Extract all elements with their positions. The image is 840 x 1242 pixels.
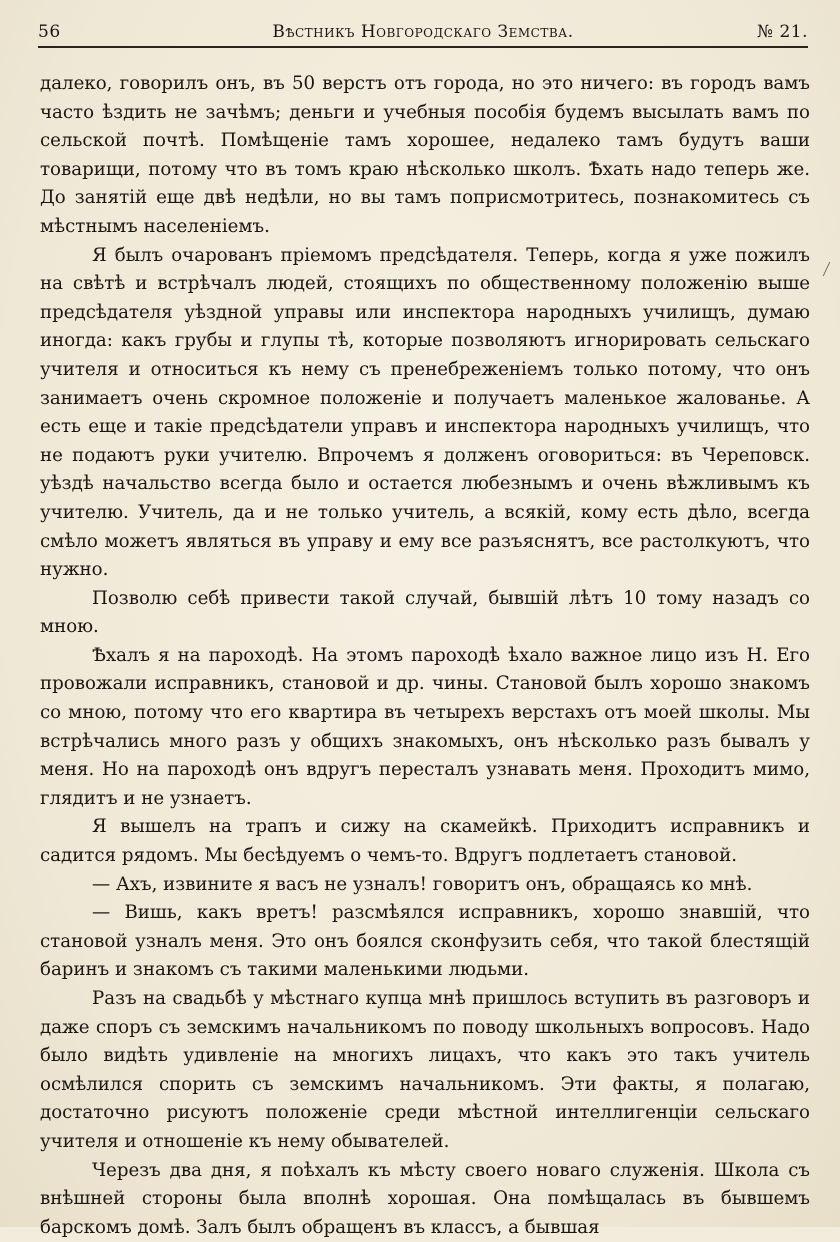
paragraph: Позволю себѣ привести такой случай, бывшій лѣтъ 10 тому назадъ со мною. [40, 587, 810, 638]
paragraph: Я вышелъ на трапъ и сижу на скамейкѣ. Приходитъ исправникъ и садится рядомъ. Мы бесѣдуемъ о чемъ-то. Вдругъ подлетаетъ становой. [40, 816, 810, 867]
paragraph: Черезъ два дня, я поѣхалъ къ мѣсту своего новаго служенія. Школа съ внѣшней стороны была вполнѣ хорошая. Она помѣщалась въ бывшемъ барскомъ домѣ. Залъ былъ обращенъ въ классъ, а бывшая [40, 1159, 810, 1238]
running-header [38, 20, 808, 48]
paragraph: Разъ на свадьбѣ у мѣстнаго купца мнѣ пришлось вступить въ разговоръ и даже споръ съ земскимъ начальникомъ по поводу школьныхъ вопросовъ. Надо было видѣть удивленіе на многихъ лицахъ, что какъ это такъ учитель осмѣлился спорить съ земскимъ начальникомъ. Эти факты, я полагаю, достаточно рисуютъ положеніе среди мѣстной интеллигенціи сельскаго учителя и отношеніе къ нему обывателей. [40, 988, 810, 1152]
paragraph: Ѣхалъ я на пароходѣ. На этомъ пароходѣ ѣхало важное лицо изъ Н. Его провожали исправникъ, становой и др. чины. Становой былъ хорошо знакомъ со мною, потому что его квартира въ четырехъ верстахъ отъ моей школы. Мы встрѣчались много разъ у общихъ знакомыхъ, онъ нѣсколько разъ бывалъ у меня. Но на пароходѣ онъ вдругъ пересталъ узнавать меня. Проходитъ мимо, глядитъ и не узнаетъ. [40, 644, 810, 809]
issue-number: № 21. [756, 22, 808, 42]
paragraph: Я былъ очарованъ пріемомъ предсѣдателя. Теперь, когда я уже пожилъ на свѣтѣ и встрѣчалъ людей, стоящихъ по общественному положенію выше предсѣдателя уѣздной управы или инспектора народныхъ училищъ, думаю иногда: какъ грубы и глупы тѣ, которые позволяютъ игнорировать сельскаго учителя и относиться къ нему съ пренебреженіемъ только потому, что онъ занимаетъ очень скромное положеніе и получаетъ маленькое жалованье. А есть еще и такіе предсѣдатели управъ и инспектора народныхъ училищъ, что не подаютъ руки учителю. Впрочемъ я долженъ оговориться: въ Череповск. уѣздѣ начальство всегда было и остается любезнымъ и очень вѣжливымъ къ учителю. Учитель, да и не только учитель, а всякій, кому есть дѣло, всегда смѣло можетъ являться въ управу и ему все разъяснятъ, все растолкуютъ, что нужно. [40, 244, 810, 581]
paragraph: далеко, говорилъ онъ, въ 50 верстъ отъ города, но это ничего: въ городъ вамъ часто ѣздить не зачѣмъ; деньги и учебныя пособія будемъ высылать вамъ по сельской почтѣ. Помѣщеніе тамъ хорошее, недалеко тамъ будутъ ваши товарищи, потому что въ томъ краю нѣсколько школъ. Ѣхать надо теперь же. До занятій еще двѣ недѣли, но вы тамъ поприсмотритесь, познакомитесь съ мѣстнымъ населеніемъ. [40, 73, 810, 237]
margin-mark [823, 262, 839, 276]
paragraph: — Вишь, какъ вретъ! разсмѣялся исправникъ, хорошо знавшій, что становой узналъ меня. Это онъ боялся сконфузить себя, что такой блестящій баринъ и знакомъ съ такими маленькими людьми. [40, 902, 810, 981]
paragraph: — Ахъ, извините я васъ не узналъ! говоритъ онъ, обращаясь ко мнѣ. [92, 873, 753, 895]
journal-title: Вѣстникъ Новгородскаго Земства. [272, 22, 574, 42]
article-body [40, 70, 810, 1242]
page-number: 56 [38, 22, 61, 42]
